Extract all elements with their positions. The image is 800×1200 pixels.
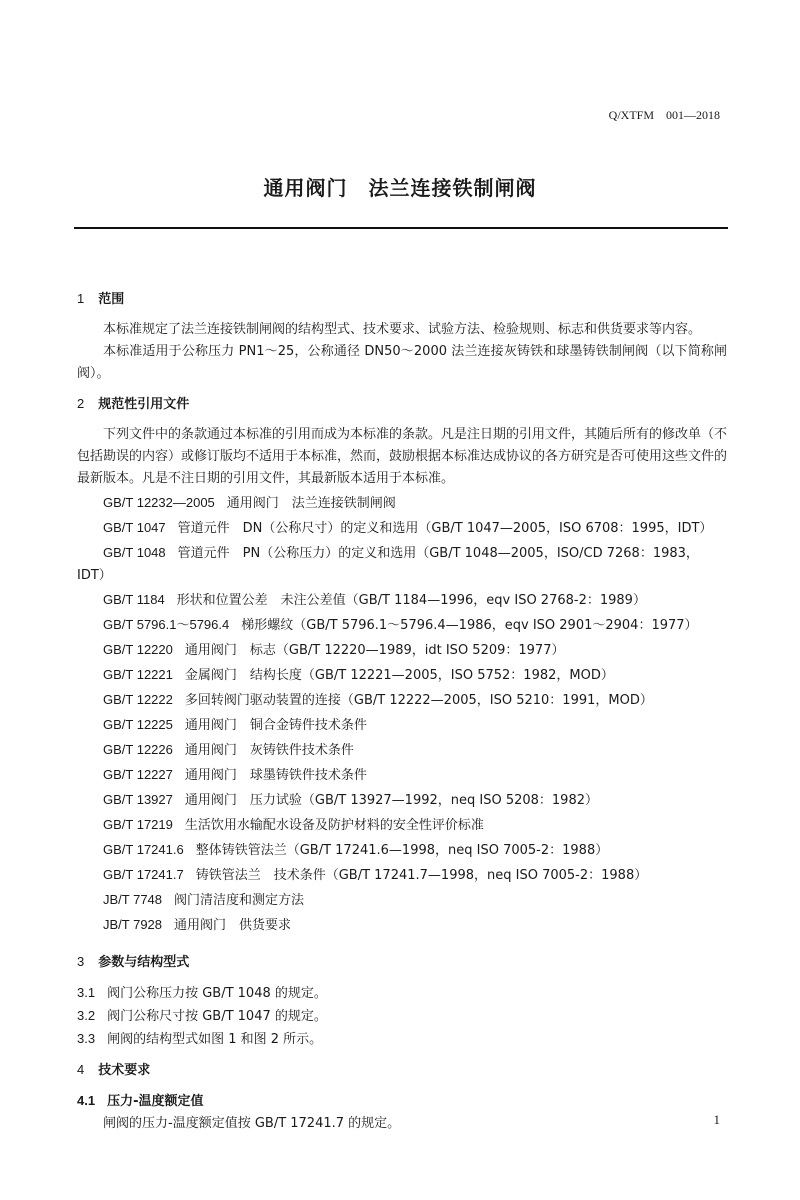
reference-code: GB/T 17219 <box>103 817 173 832</box>
reference-code: GB/T 12222 <box>103 692 173 707</box>
section-title: 规范性引用文件 <box>98 397 190 412</box>
reference-title: 通用阀门 供货要求 <box>174 918 292 933</box>
reference-item <box>77 689 727 712</box>
clause-text: 阀门公称压力按 GB/T 1048 的规定。 <box>107 986 327 1001</box>
reference-code: GB/T 12226 <box>103 742 173 757</box>
reference-item <box>77 739 727 762</box>
section-4-heading <box>77 1059 727 1082</box>
section-3-heading <box>77 951 727 974</box>
clause-number: 4.1 <box>77 1093 96 1108</box>
reference-item <box>77 639 727 662</box>
reference-title: 通用阀门 球墨铸铁件技术条件 <box>184 768 367 783</box>
reference-item <box>77 889 727 912</box>
reference-code: GB/T 1048 <box>103 545 166 560</box>
reference-title: 通用阀门 标志（GB/T 12220—1989，idt ISO 5209：1977） <box>184 643 565 658</box>
reference-item <box>77 664 727 687</box>
section-title: 技术要求 <box>98 1063 151 1078</box>
reference-code: GB/T 12225 <box>103 717 173 732</box>
reference-item <box>77 764 727 787</box>
subsection-title: 压力-温度额定值 <box>107 1094 204 1109</box>
reference-item <box>77 542 727 587</box>
reference-code: GB/T 12227 <box>103 767 173 782</box>
reference-title: 多回转阀门驱动装置的连接（GB/T 12222—2005，ISO 5210：1991，MOD） <box>184 693 653 708</box>
subsection-heading <box>77 1090 727 1113</box>
document-body <box>77 288 727 1135</box>
reference-title: 管道元件 DN（公称尺寸）的定义和选用（GB/T 1047—2005，ISO 6708：1995，IDT） <box>177 521 713 536</box>
reference-item <box>77 789 727 812</box>
reference-code: GB/T 12220 <box>103 642 173 657</box>
clause-number: 3.3 <box>77 1031 96 1046</box>
clause-text: 阀门公称尺寸按 GB/T 1047 的规定。 <box>107 1009 327 1024</box>
clause-item <box>77 982 727 1005</box>
reference-item <box>77 492 727 515</box>
section-2-heading <box>77 393 727 416</box>
reference-item <box>77 589 727 612</box>
reference-code: GB/T 17241.7 <box>103 867 184 882</box>
reference-item <box>77 864 727 887</box>
reference-title: 梯形螺纹（GB/T 5796.1～5796.4—1986，eqv ISO 2901～2904：1977） <box>241 618 698 633</box>
reference-code: GB/T 1047 <box>103 520 166 535</box>
reference-title: 整体铸铁管法兰（GB/T 17241.6—1998，neq ISO 7005-2：1988） <box>195 843 609 858</box>
reference-title: 生活饮用水输配水设备及防护材料的安全性评价标准 <box>184 818 484 833</box>
section-1-heading <box>77 288 727 311</box>
clause-text: 闸阀的结构型式如图 1 和图 2 所示。 <box>107 1032 323 1047</box>
clause-number: 3.2 <box>77 1008 96 1023</box>
page-number: 1 <box>713 1112 720 1127</box>
paragraph: 本标准适用于公称压力 PN1～25，公称通径 DN50～2000 法兰连接灰铸铁和球墨铸铁制闸阀（以下简称闸阀）。 <box>77 344 727 381</box>
reference-title: 通用阀门 压力试验（GB/T 13927—1992，neq ISO 5208：1982） <box>184 793 598 808</box>
reference-code: GB/T 13927 <box>103 792 173 807</box>
reference-code: JB/T 7928 <box>103 917 163 932</box>
document-title: 通用阀门 法兰连接铁制闸阀 <box>263 176 537 200</box>
clause-item <box>77 1005 727 1028</box>
reference-item <box>77 714 727 737</box>
reference-title: 铸铁管法兰 技术条件（GB/T 17241.7—1998，neq ISO 7005-2：1988） <box>195 868 648 883</box>
reference-title: 通用阀门 灰铸铁件技术条件 <box>184 743 354 758</box>
reference-item <box>77 914 727 937</box>
reference-item <box>77 517 727 540</box>
section-number: 3 <box>77 954 85 969</box>
reference-code: GB/T 12221 <box>103 667 173 682</box>
reference-title: 管道元件 PN（公称压力）的定义和选用（GB/T 1048—2005，ISO/CD 7268：1983，IDT） <box>77 546 699 583</box>
paragraph: 下列文件中的条款通过本标准的引用而成为本标准的条款。凡是注日期的引用文件，其随后所有的修改单（不包括勘误的内容）或修订版均不适用于本标准，然而，鼓励根据本标准达成协议的各方研究是否可使用这些文件的最新版本。凡是不注日期的引用文件，其最新版本适用于本标准。 <box>77 427 728 486</box>
section-title: 范围 <box>98 292 125 307</box>
reference-code: GB/T 12232—2005 <box>103 495 215 510</box>
section-number: 1 <box>77 291 85 306</box>
paragraph: 本标准规定了法兰连接铁制闸阀的结构型式、技术要求、试验方法、检验规则、标志和供货要求等内容。 <box>103 322 702 337</box>
reference-title: 通用阀门 铜合金铸件技术条件 <box>184 718 367 733</box>
reference-title: 阀门清洁度和测定方法 <box>174 893 305 908</box>
reference-item <box>77 814 727 837</box>
section-title: 参数与结构型式 <box>98 955 190 970</box>
reference-title: 形状和位置公差 未注公差值（GB/T 1184—1996，eqv ISO 2768-2：1989） <box>176 593 646 608</box>
reference-title: 通用阀门 法兰连接铁制闸阀 <box>226 496 396 511</box>
reference-code: JB/T 7748 <box>103 892 163 907</box>
reference-code: GB/T 5796.1～5796.4 <box>103 617 230 632</box>
reference-item <box>77 839 727 862</box>
clause-number: 3.1 <box>77 985 96 1000</box>
section-number: 2 <box>77 396 85 411</box>
reference-code: GB/T 1184 <box>103 592 165 607</box>
reference-item <box>77 614 727 637</box>
reference-list <box>77 492 727 937</box>
paragraph: 闸阀的压力-温度额定值按 GB/T 17241.7 的规定。 <box>103 1116 401 1131</box>
section-number: 4 <box>77 1062 85 1077</box>
reference-code: GB/T 17241.6 <box>103 842 184 857</box>
title-divider <box>74 227 728 229</box>
standard-code: Q/XTFM 001—2018 <box>608 108 720 122</box>
clause-item <box>77 1028 727 1051</box>
reference-title: 金属阀门 结构长度（GB/T 12221—2005，ISO 5752：1982，MOD） <box>184 668 614 683</box>
